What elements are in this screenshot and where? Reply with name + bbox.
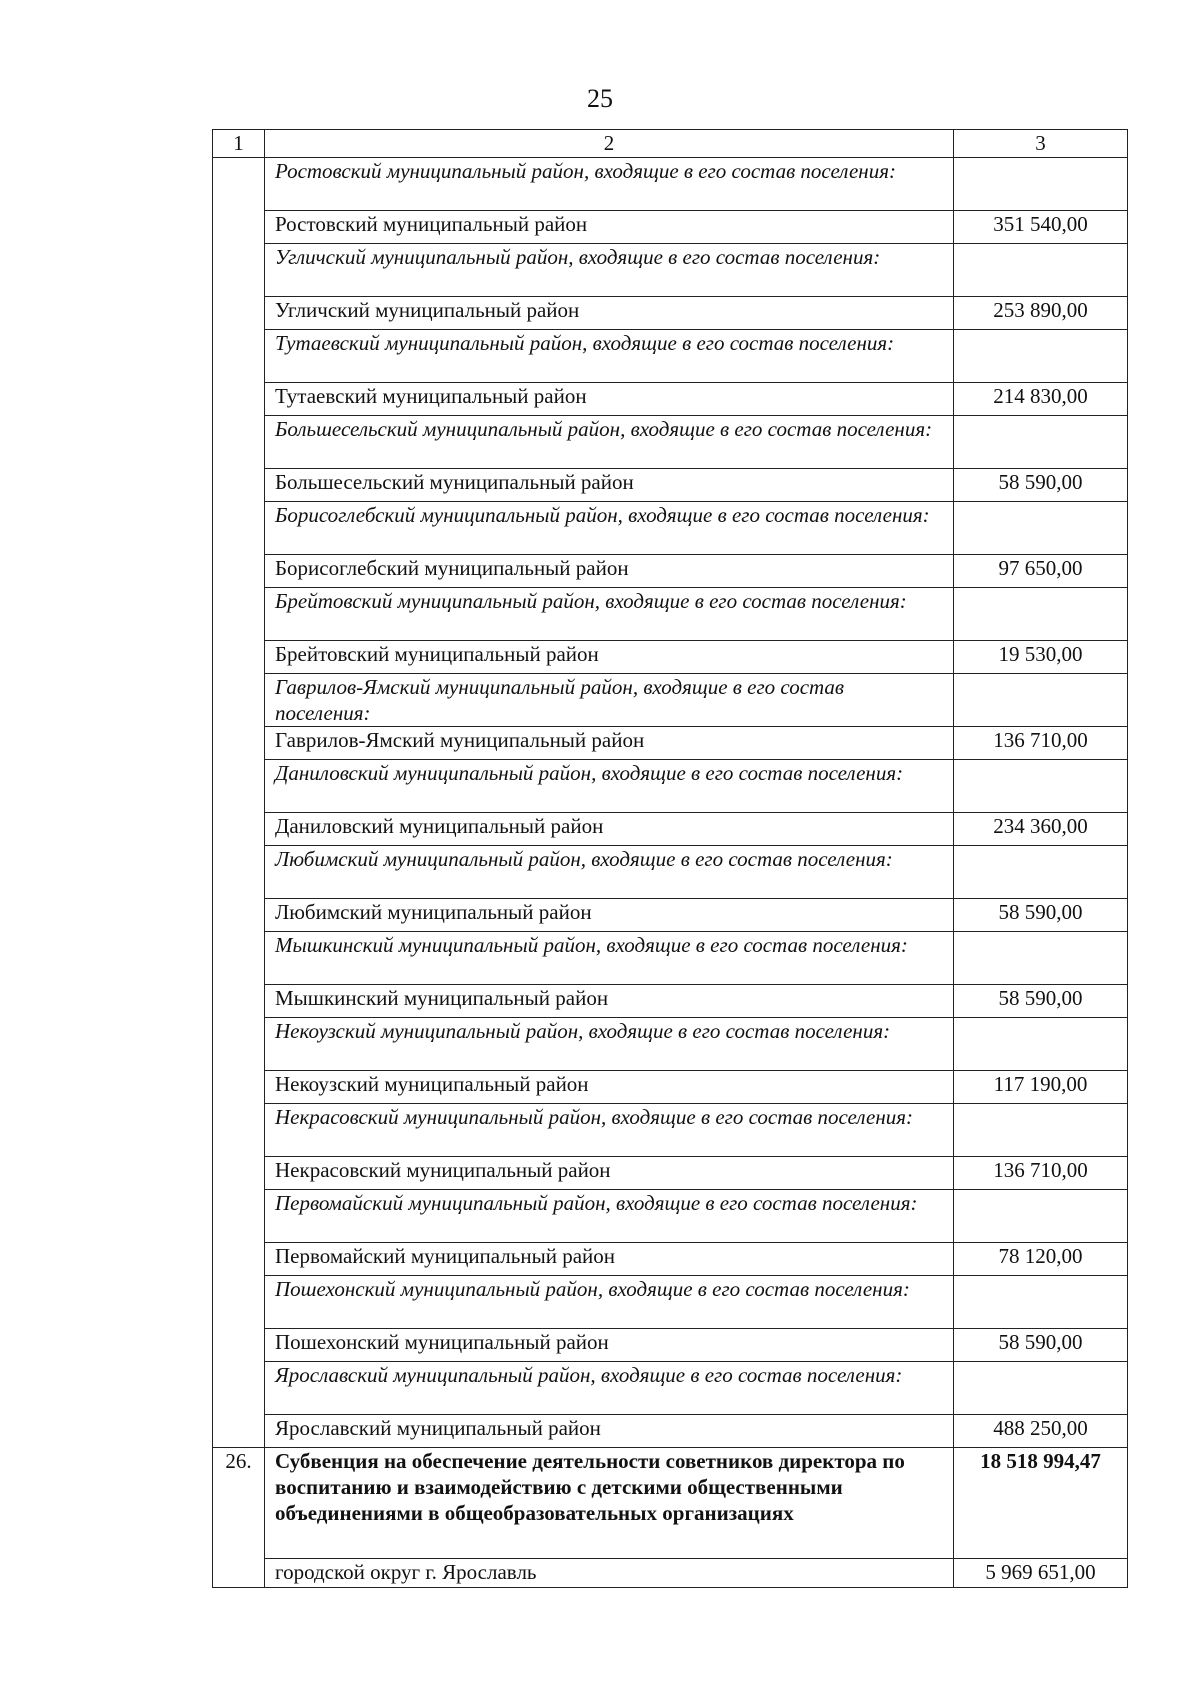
district-group-label: Некрасовский муниципальный район, входящие в его состав поселения: [265,1104,954,1157]
district-group-row [213,502,1128,555]
district-total-row [213,1243,1128,1276]
district-name: Тутаевский муниципальный район [265,383,954,416]
empty-amount-cell [954,330,1128,383]
empty-amount-cell [954,674,1128,727]
district-total-row [213,727,1128,760]
district-group-label: Ростовский муниципальный район, входящие в его состав поселения: [265,158,954,211]
empty-amount-cell [954,1018,1128,1071]
item-26-number: 26. [213,1448,265,1588]
header-col-1: 1 [213,130,265,158]
district-group-label: Большесельский муниципальный район, входящие в его состав поселения: [265,416,954,469]
district-amount: 136 710,00 [954,727,1128,760]
item-26-amount: 18 518 994,47 [954,1448,1128,1559]
empty-amount-cell [954,1104,1128,1157]
district-name: Первомайский муниципальный район [265,1243,954,1276]
empty-amount-cell [954,1362,1128,1415]
header-col-2: 2 [265,130,954,158]
district-total-row [213,469,1128,502]
header-col-3: 3 [954,130,1128,158]
budget-table [212,129,1128,1588]
district-amount: 214 830,00 [954,383,1128,416]
empty-amount-cell [954,846,1128,899]
district-group-row [213,1018,1128,1071]
district-name: Мышкинский муниципальный район [265,985,954,1018]
district-group-label: Гаврилов-Ямский муниципальный район, входящие в его состав поселения: [265,674,954,727]
district-total-row [213,555,1128,588]
district-group-row [213,760,1128,813]
district-group-label: Любимский муниципальный район, входящие в его состав поселения: [265,846,954,899]
district-total-row [213,1157,1128,1190]
district-name: Ростовский муниципальный район [265,211,954,244]
district-name: Угличский муниципальный район [265,297,954,330]
district-group-row [213,158,1128,211]
district-name: Любимский муниципальный район [265,899,954,932]
district-group-row [213,1190,1128,1243]
district-amount: 97 650,00 [954,555,1128,588]
district-total-row [213,1415,1128,1448]
district-total-row [213,641,1128,674]
district-total-row [213,813,1128,846]
item-26-row [213,1448,1128,1559]
table-header-row [213,130,1128,158]
district-group-row [213,416,1128,469]
district-amount: 253 890,00 [954,297,1128,330]
district-amount: 58 590,00 [954,1329,1128,1362]
district-group-label: Даниловский муниципальный район, входящие в его состав поселения: [265,760,954,813]
district-amount: 488 250,00 [954,1415,1128,1448]
district-total-row [213,297,1128,330]
district-group-row [213,1104,1128,1157]
district-name: Ярославский муниципальный район [265,1415,954,1448]
district-total-row [213,985,1128,1018]
empty-amount-cell [954,244,1128,297]
district-name: Даниловский муниципальный район [265,813,954,846]
district-total-row [213,1071,1128,1104]
district-name: Пошехонский муниципальный район [265,1329,954,1362]
district-group-label: Первомайский муниципальный район, входящие в его состав поселения: [265,1190,954,1243]
district-amount: 351 540,00 [954,211,1128,244]
district-total-row [213,383,1128,416]
district-group-row [213,330,1128,383]
district-amount: 58 590,00 [954,899,1128,932]
district-amount: 19 530,00 [954,641,1128,674]
item-26-title: Субвенция на обеспечение деятельности советников директора по воспитанию и взаимодействию с детскими общественными объединениями в общеобразовательных организациях [265,1448,954,1559]
row-number-cell [213,158,265,1448]
empty-amount-cell [954,760,1128,813]
district-group-label: Ярославский муниципальный район, входящие в его состав поселения: [265,1362,954,1415]
empty-amount-cell [954,502,1128,555]
district-total-row [213,899,1128,932]
district-amount: 58 590,00 [954,985,1128,1018]
district-group-label: Некоузский муниципальный район, входящие в его состав поселения: [265,1018,954,1071]
district-amount: 136 710,00 [954,1157,1128,1190]
district-name: Гаврилов-Ямский муниципальный район [265,727,954,760]
district-name: Некрасовский муниципальный район [265,1157,954,1190]
item-26-sub-name: городской округ г. Ярославль [265,1559,954,1588]
empty-amount-cell [954,416,1128,469]
district-amount: 117 190,00 [954,1071,1128,1104]
item-26-sub-amount: 5 969 651,00 [954,1559,1128,1588]
district-group-row [213,932,1128,985]
district-group-label: Тутаевский муниципальный район, входящие в его состав поселения: [265,330,954,383]
district-group-label: Мышкинский муниципальный район, входящие в его состав поселения: [265,932,954,985]
district-group-row [213,1362,1128,1415]
district-total-row [213,211,1128,244]
district-amount: 58 590,00 [954,469,1128,502]
district-group-label: Угличский муниципальный район, входящие в его состав поселения: [265,244,954,297]
district-group-row [213,244,1128,297]
district-group-row [213,846,1128,899]
district-amount: 234 360,00 [954,813,1128,846]
empty-amount-cell [954,158,1128,211]
district-name: Брейтовский муниципальный район [265,641,954,674]
empty-amount-cell [954,1190,1128,1243]
empty-amount-cell [954,1276,1128,1329]
district-group-label: Борисоглебский муниципальный район, входящие в его состав поселения: [265,502,954,555]
empty-amount-cell [954,588,1128,641]
district-name: Большесельский муниципальный район [265,469,954,502]
district-total-row [213,1329,1128,1362]
district-name: Некоузский муниципальный район [265,1071,954,1104]
empty-amount-cell [954,932,1128,985]
district-group-row [213,674,1128,727]
district-group-label: Пошехонский муниципальный район, входящие в его состав поселения: [265,1276,954,1329]
district-group-row [213,588,1128,641]
district-group-label: Брейтовский муниципальный район, входящие в его состав поселения: [265,588,954,641]
district-amount: 78 120,00 [954,1243,1128,1276]
district-name: Борисоглебский муниципальный район [265,555,954,588]
item-26-sub-row [213,1559,1128,1588]
page-number: 25 [587,84,613,113]
district-group-row [213,1276,1128,1329]
